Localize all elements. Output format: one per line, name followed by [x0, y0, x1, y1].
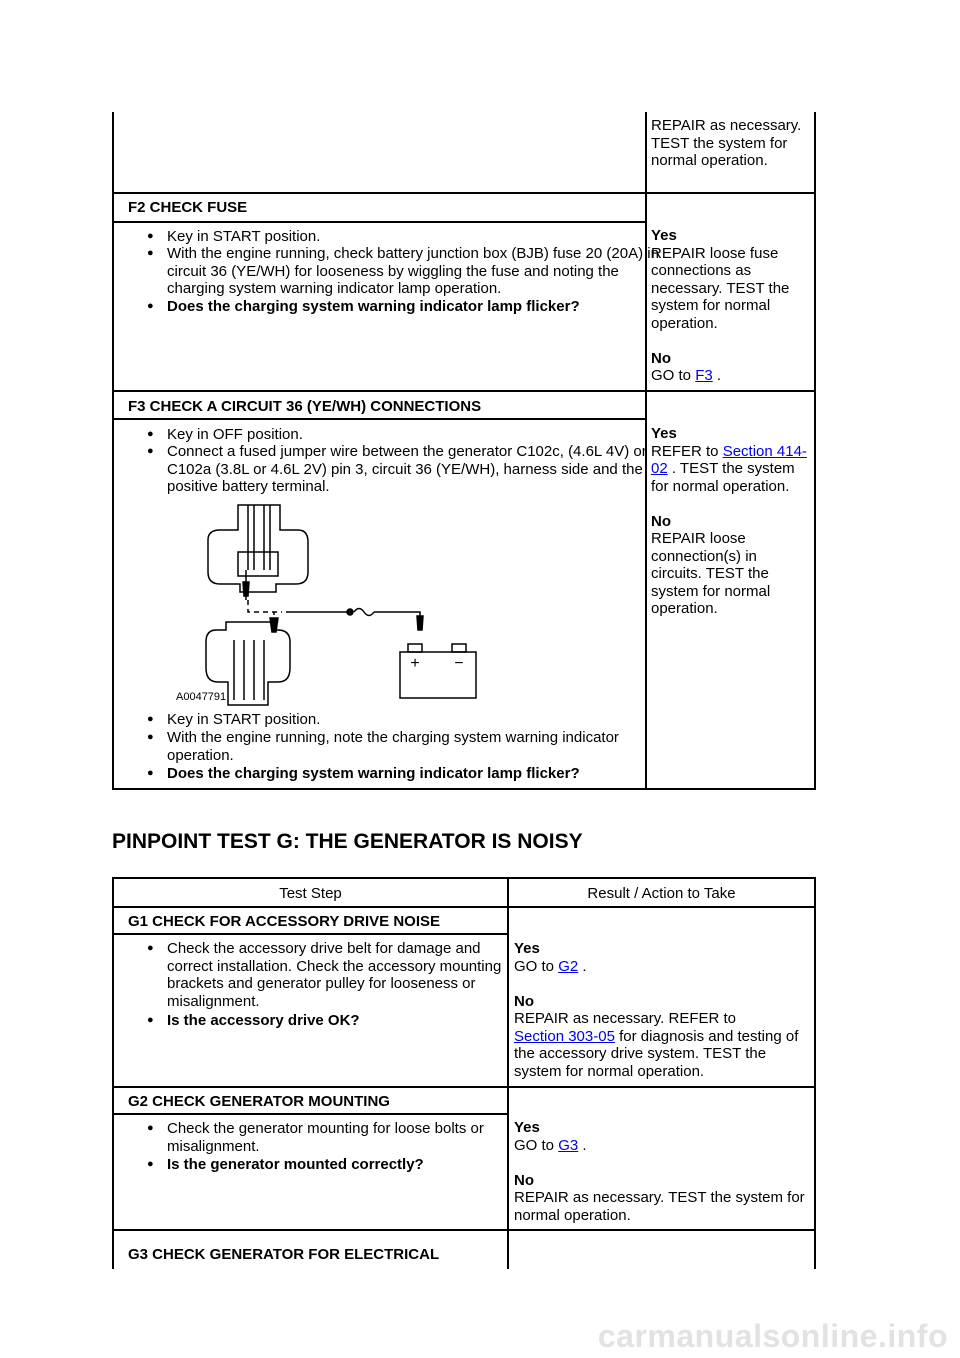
yes-label: Yes: [514, 940, 540, 957]
no-label: No: [651, 349, 671, 367]
yes-text: REFER to Section 414-02 . TEST the system for normal operation.: [651, 442, 807, 495]
step-question: ● Is the accessory drive OK?: [147, 1012, 525, 1030]
step-item: ● Key in START position.: [147, 711, 662, 729]
upper-connector: [208, 505, 308, 592]
step-heading-g1: G1 CHECK FOR ACCESSORY DRIVE NOISE: [128, 913, 440, 930]
no-label: No: [651, 512, 671, 530]
yes-text: GO to G3 .: [514, 1136, 587, 1154]
step-item: ● Key in START position.: [147, 228, 662, 246]
link-section-414-02[interactable]: Section 414-02: [651, 442, 807, 477]
step-heading-g2: G2 CHECK GENERATOR MOUNTING: [128, 1093, 390, 1110]
no-label: No: [514, 1171, 534, 1189]
no-label: No: [514, 992, 534, 1010]
top-result-text: REPAIR as necessary. TEST the system for normal operation.: [651, 117, 802, 169]
no-text: GO to F3 .: [651, 367, 722, 384]
no-text: Section 303-05 for diagnosis and testing of the accessory drive system. TEST the system for normal operation.: [514, 1027, 799, 1080]
battery-plus-label: +: [410, 655, 420, 672]
no-text: REPAIR as necessary. TEST the system for normal operation.: [514, 1189, 805, 1224]
step-item: ● Check the accessory drive belt for damage and correct installation. Check the accessory mounting brackets and generator pulley for looseness or misalignment.: [147, 940, 525, 1010]
figure-id-label: A0047791: [176, 691, 227, 703]
link-f3[interactable]: F3: [695, 367, 713, 384]
f3-result: [651, 425, 809, 618]
g2-result: [514, 1119, 812, 1224]
step-heading-g3: G3 CHECK GENERATOR FOR ELECTRICAL: [128, 1246, 440, 1263]
no-text: REPAIR loose connection(s) in circuits. TEST the system for normal operation.: [651, 530, 771, 617]
no-text-line1: REPAIR as necessary. REFER to: [514, 1010, 737, 1027]
yes-text: REPAIR loose fuse connections as necessary. TEST the system for normal operation.: [651, 244, 790, 332]
jumper-wire-diagram: [168, 500, 488, 710]
column-header-result: Result / Action to Take: [587, 885, 736, 902]
step-item: ● Key in OFF position.: [147, 426, 662, 444]
page-title: PINPOINT TEST G: THE GENERATOR IS NOISY: [112, 830, 583, 853]
step-item: ● Connect a fused jumper wire between the generator C102c, (4.6L 4V) or C102a (3.8L or 4.6L 2V) pin 3, circuit 36 (YE/WH), harness side and the positive battery terminal.: [147, 443, 662, 496]
g1-result: [514, 940, 812, 1080]
link-section-303-05[interactable]: Section 303-05: [514, 1027, 615, 1045]
column-header-test-step: Test Step: [279, 885, 342, 902]
yes-text: GO to G2 .: [514, 957, 587, 975]
yes-label: Yes: [651, 425, 677, 442]
yes-label: Yes: [651, 227, 677, 244]
battery-minus-label: −: [454, 655, 464, 672]
f2-result: [651, 227, 811, 385]
link-g3[interactable]: G3: [558, 1136, 579, 1154]
link-g2[interactable]: G2: [558, 957, 579, 975]
step-item: ● With the engine running, note the charging system warning indicator operation.: [147, 729, 637, 764]
yes-label: Yes: [514, 1119, 540, 1136]
step-heading-f2: F2 CHECK FUSE: [128, 199, 248, 216]
step-item: ● Check the generator mounting for loose bolts or misalignment.: [147, 1120, 517, 1155]
step-question: ● Does the charging system warning indicator lamp flicker?: [147, 298, 662, 316]
step-question: ● Is the generator mounted correctly?: [147, 1156, 525, 1174]
step-heading-f3: F3 CHECK A CIRCUIT 36 (YE/WH) CONNECTIONS: [128, 398, 482, 415]
watermark: carmanualsonline.info: [597, 1318, 948, 1354]
step-question: ● Does the charging system warning indicator lamp flicker?: [147, 765, 662, 783]
step-item: ● With the engine running, check battery junction box (BJB) fuse 20 (20A) in circuit 36 (YE/WH) for looseness by wiggling the fuse and noting the charging system warning indicator lamp operation.: [147, 245, 662, 298]
